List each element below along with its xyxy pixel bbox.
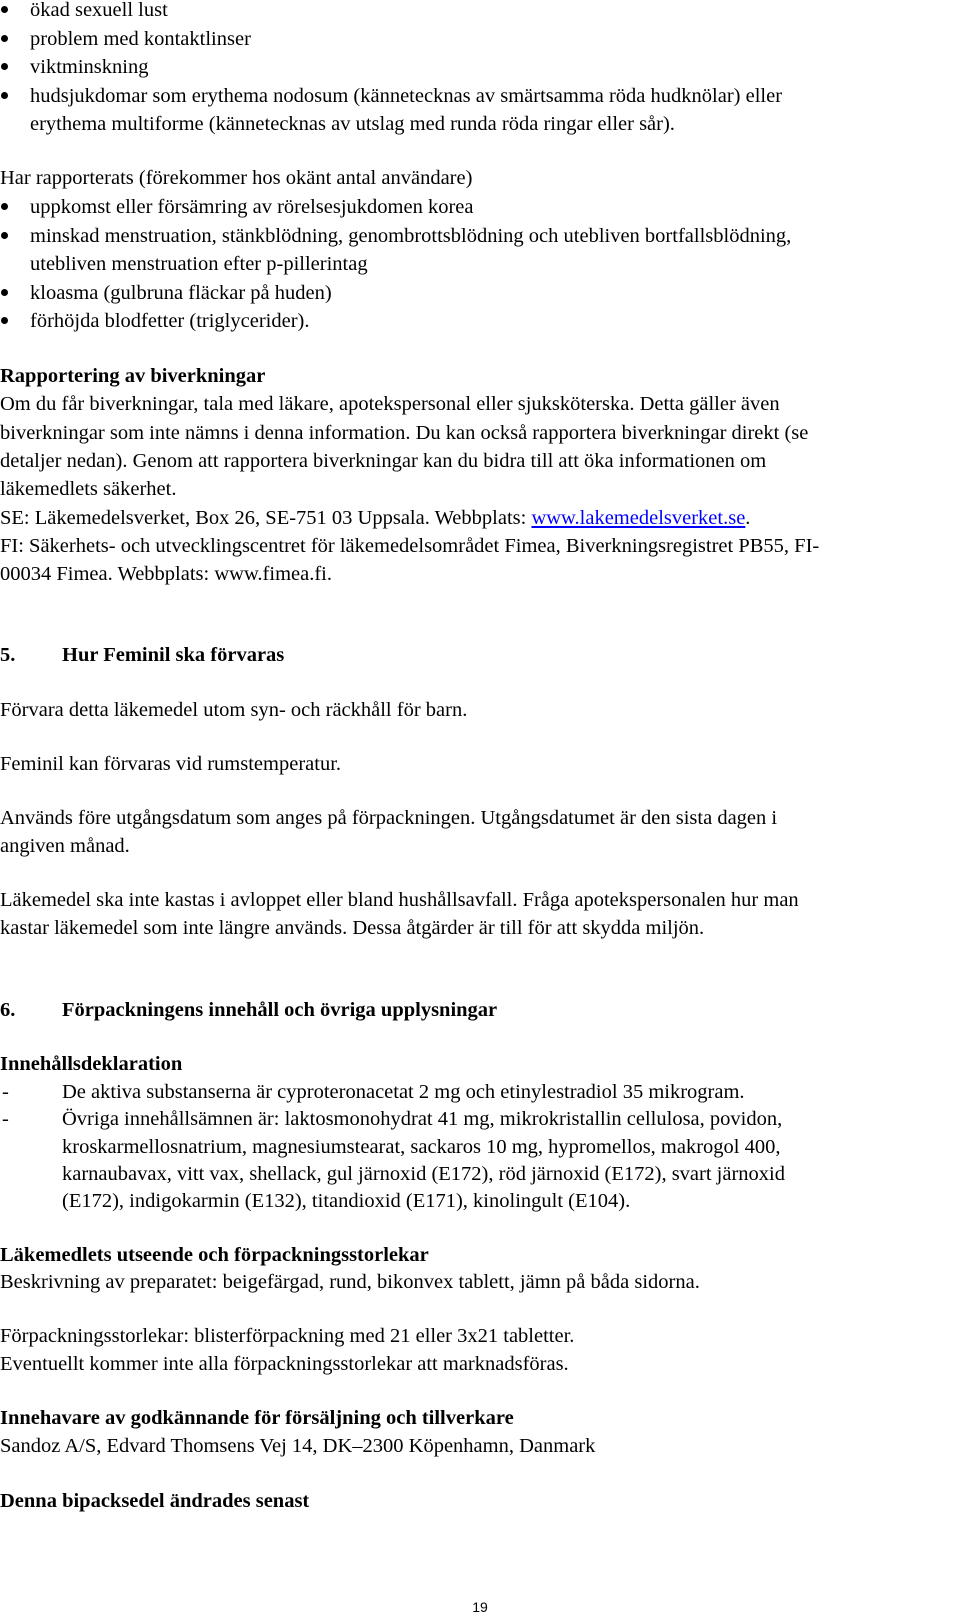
list-item-text: ökad sexuell lust [30,0,168,21]
list-item-text: problem med kontaktlinser [30,28,251,50]
paragraph-line: Förvara detta läkemedel utom syn- och räckhåll för barn. [0,699,468,721]
bullet-icon [1,289,8,296]
list-item-text: minskad menstruation, stänkblödning, genombrottsblödning och utebliven bortfallsblödning, [30,225,792,247]
bullet-icon [1,6,8,13]
section-title: Hur Feminil ska förvaras [62,644,285,666]
list-item-continuation: karnaubavax, vitt vax, shellack, gul järnoxid (E172), röd järnoxid (E172), svart järnoxid [62,1163,785,1185]
fi-contact-line: FI: Säkerhets- och utvecklingscentret för läkemedelsområdet Fimea, Biverkningsregistret PB55, FI- [0,535,820,557]
paragraph-line: Sandoz A/S, Edvard Thomsens Vej 14, DK–2300 Köpenhamn, Danmark [0,1435,596,1457]
bullet-icon [1,92,8,99]
list-item [30,193,473,221]
se-contact-suffix: . [745,507,751,529]
paragraph-line: Beskrivning av preparatet: beigefärgad, rund, bikonvex tablett, jämn på båda sidorna. [0,1271,700,1293]
list-item [2,1105,783,1133]
list-item [30,279,332,307]
se-contact-text: SE: Läkemedelsverket, Box 26, SE-751 03 Uppsala. Webbplats: [0,507,532,529]
paragraph-line: Förpackningsstorlekar: blisterförpackning med 21 eller 3x21 tabletter. [0,1325,575,1347]
revised-heading: Denna bipacksedel ändrades senast [0,1490,310,1512]
list-item [30,53,148,81]
frequency-heading: Har rapporterats (förekommer hos okänt antal användare) [0,167,473,189]
section-5-heading [0,641,960,669]
paragraph-line: kastar läkemedel som inte längre används. Dessa åtgärder är till för att skydda miljön. [0,917,705,939]
list-item-text: uppkomst eller försämring av rörelsesjukdomen korea [30,196,474,218]
list-item-text: viktminskning [30,56,149,78]
holder-heading: Innehavare av godkännande för försäljning och tillverkare [0,1407,514,1429]
bullet-icon [1,317,8,324]
section-number: 6. [0,999,16,1021]
contents-heading: Innehållsdeklaration [0,1053,183,1075]
paragraph-line: läkemedlets säkerhet. [0,478,177,500]
section-6-heading [0,996,960,1024]
paragraph-line: Läkemedel ska inte kastas i avloppet eller bland hushållsavfall. Fråga apotekspersonalen hur man [0,889,799,911]
se-contact-line [0,504,750,532]
list-item-text: kloasma (gulbruna fläckar på huden) [30,282,332,304]
paragraph-line: Om du får biverkningar, tala med läkare, apotekspersonal eller sjuksköterska. Detta gäller även [0,393,780,415]
list-item-text: erythema multiforme (kännetecknas av utslag med runda röda ringar eller sår). [30,113,675,135]
list-item-text: förhöjda blodfetter (triglycerider). [30,310,310,332]
list-item-continuation: kroskarmellosnatrium, magnesiumstearat, sackaros 10 mg, hypromellos, makrogol 400, [62,1136,781,1158]
list-item [30,82,782,110]
bullet-icon [1,35,8,42]
bullet-icon [1,63,8,70]
list-item-text: utebliven menstruation efter p-pillerintag [30,253,368,275]
dash-marker: - [2,1108,9,1130]
reporting-heading: Rapportering av biverkningar [0,365,266,387]
list-item-continuation: (E172), indigokarmin (E132), titandioxid (E171), kinolingult (E104). [62,1190,631,1212]
section-number: 5. [0,644,16,666]
paragraph-line: Används före utgångsdatum som anges på förpackningen. Utgångsdatumet är den sista dagen i [0,807,778,829]
list-item-text: Övriga innehållsämnen är: laktosmonohydrat 41 mg, mikrokristallin cellulosa, povidon, [62,1108,783,1130]
list-item [30,0,168,24]
lakemedelsverket-link[interactable]: www.lakemedelsverket.se [531,507,746,529]
fi-contact-line: 00034 Fimea. Webbplats: www.fimea.fi. [0,563,332,585]
paragraph-line: detaljer nedan). Genom att rapportera biverkningar kan du bidra till att öka informationen om [0,450,767,472]
page-number: 19 [472,1599,488,1615]
list-item-text: De aktiva substanserna är cyproteronacetat 2 mg och etinylestradiol 35 mikrogram. [62,1081,745,1103]
paragraph-line: Eventuellt kommer inte alla förpackningsstorlekar att marknadsföras. [0,1353,569,1375]
list-item [30,25,251,53]
paragraph-line: biverkningar som inte nämns i denna information. Du kan också rapportera biverkningar direkt (se [0,422,809,444]
paragraph-line: angiven månad. [0,835,130,857]
list-item [30,222,791,250]
list-item-text: hudsjukdomar som erythema nodosum (kännetecknas av smärtsamma röda hudknölar) eller [30,85,783,107]
appearance-heading: Läkemedlets utseende och förpackningsstorlekar [0,1244,429,1266]
bullet-icon [1,203,8,210]
paragraph-line: Feminil kan förvaras vid rumstemperatur. [0,753,342,775]
section-title: Förpackningens innehåll och övriga upplysningar [62,999,498,1021]
list-item [30,307,309,335]
dash-marker: - [2,1081,9,1103]
list-item-continuation [30,110,675,138]
list-item-continuation [30,250,368,278]
bullet-icon [1,232,8,239]
list-item [2,1078,745,1106]
